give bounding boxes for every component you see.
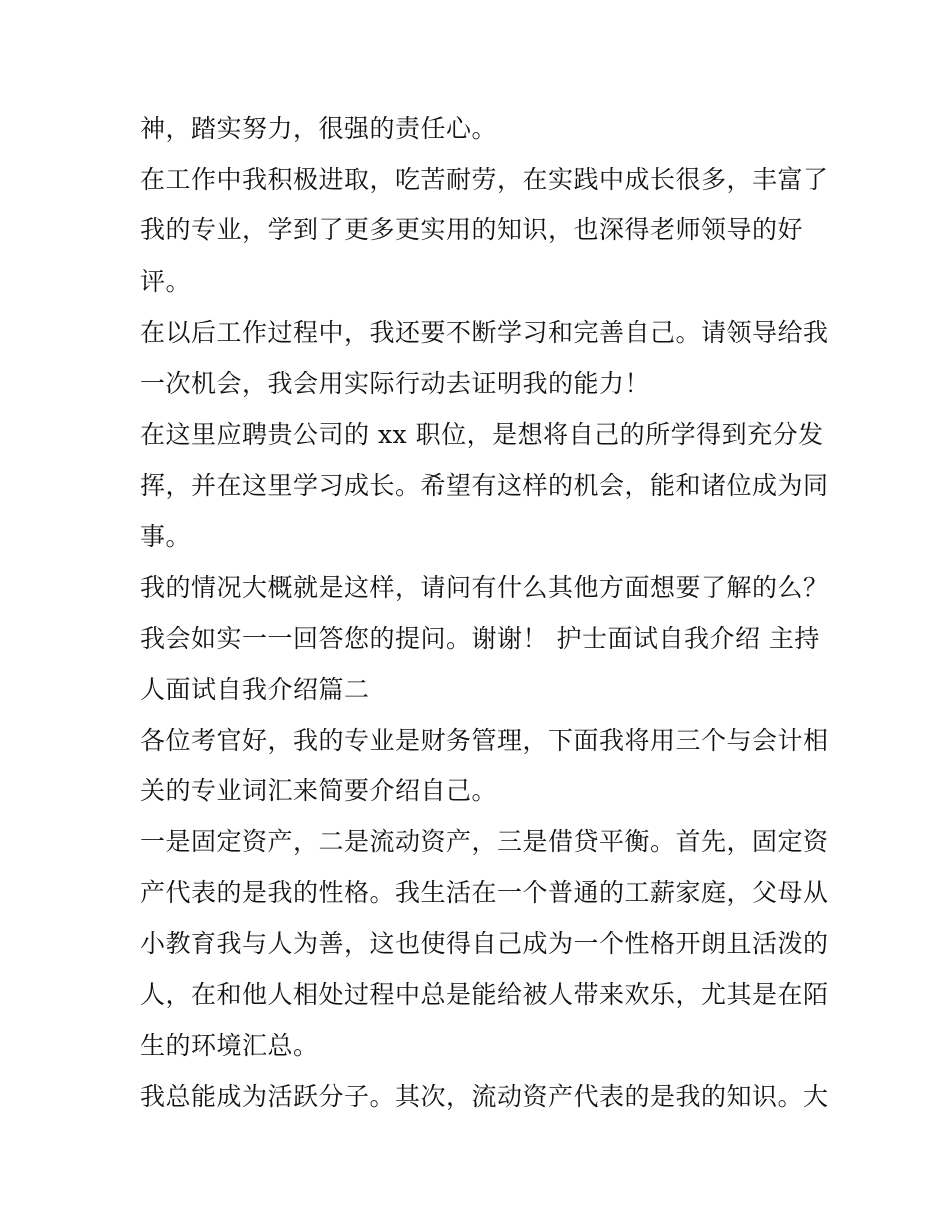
text-line: 神，踏实努力，很强的责任心。	[140, 114, 498, 143]
text-line: 挥，并在这里学习成长。希望有这样的机会，能和诸位成为同	[140, 471, 829, 500]
text-line: 产代表的是我的性格。我生活在一个普通的工薪家庭，父母从	[140, 878, 829, 907]
text-line: 人，在和他人相处过程中总是能给被人带来欢乐，尤其是在陌	[140, 980, 829, 1009]
text-line: 小教育我与人为善，这也使得自己成为一个性格开朗且活泼的	[140, 929, 829, 958]
text-line: 在这里应聘贵公司的 xx 职位，是想将自己的所学得到充分发	[140, 420, 824, 449]
text-line: 事。	[140, 522, 192, 551]
text-line: 各位考官好，我的专业是财务管理，下面我将用三个与会计相	[140, 726, 829, 755]
text-line: 我总能成为活跃分子。其次，流动资产代表的是我的知识。大	[140, 1082, 829, 1111]
text-line: 生的环境汇总。	[140, 1031, 319, 1060]
text-line: 一是固定资产，二是流动资产，三是借贷平衡。首先，固定资	[140, 827, 829, 856]
text-line: 评。	[140, 267, 192, 296]
text-line: 一次机会，我会用实际行动去证明我的能力！	[140, 369, 651, 398]
text-line: 我会如实一一回答您的提问。谢谢！ 护士面试自我介绍 主持	[140, 624, 820, 653]
text-line: 关的专业词汇来简要介绍自己。	[140, 776, 498, 805]
text-line: 在工作中我积极进取，吃苦耐劳，在实践中成长很多，丰富了	[140, 165, 829, 194]
text-line: 我的专业，学到了更多更实用的知识，也深得老师领导的好	[140, 215, 804, 244]
text-line: 人面试自我介绍篇二	[140, 675, 370, 704]
text-line: 我的情况大概就是这样，请问有什么其他方面想要了解的么？	[140, 573, 829, 602]
text-line: 在以后工作过程中，我还要不断学习和完善自己。请领导给我	[140, 318, 829, 347]
